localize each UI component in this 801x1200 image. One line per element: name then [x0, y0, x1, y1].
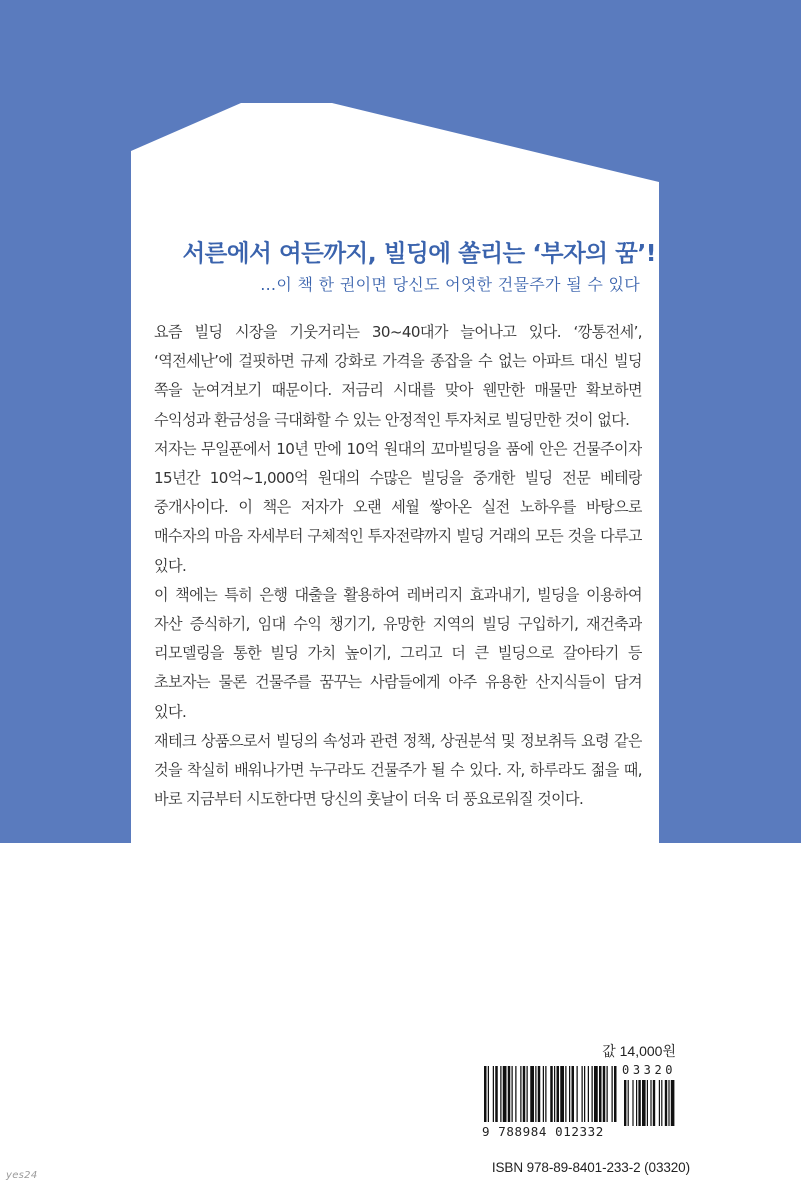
barcode-bar	[572, 1066, 575, 1122]
barcode-bar	[594, 1066, 598, 1122]
barcode-bar	[577, 1066, 578, 1122]
barcode-addon-bar	[624, 1080, 626, 1126]
blurb-paragraph: 요즘 빌딩 시장을 기웃거리는 30~40대가 늘어나고 있다. ‘깡통전세’, ‘역전세난’에 걸핏하면 규제 강화로 가격을 종잡을 수 없는 아파트 대신 빌딩 쪽을 눈여겨보기 때문이다. 저금리 시대를 맞아 웬만한 매물만 확보하면 수익성과 환금성을 극대화할 수 있는 안정적인 투자처로 빌딩만한 것이 없다.	[154, 323, 642, 429]
barcode-bar	[588, 1066, 589, 1122]
barcode-bar	[500, 1066, 501, 1122]
barcode-bar	[538, 1066, 541, 1122]
barcode-bar	[488, 1066, 489, 1122]
barcode-bar	[582, 1066, 583, 1122]
barcode-bar	[550, 1066, 553, 1122]
barcode-bar	[484, 1066, 487, 1122]
isbn-label: ISBN 978-89-8401-233-2 (03320)	[491, 1160, 690, 1175]
barcode-bar	[520, 1066, 521, 1122]
barcode-bar	[612, 1066, 613, 1122]
barcode-bar	[614, 1066, 617, 1122]
barcode-bar	[530, 1066, 534, 1122]
barcode-bar	[599, 1066, 602, 1122]
barcode-addon-bar	[668, 1080, 669, 1126]
barcode-addon-bar	[653, 1080, 655, 1126]
barcode-bar	[560, 1066, 564, 1122]
barcode-bar	[557, 1066, 560, 1122]
price-label: 값 14,000원	[602, 1043, 676, 1059]
subheadline: …이 책 한 권이면 당신도 어엿한 건물주가 될 수 있다	[260, 275, 640, 294]
barcode-bar	[535, 1066, 536, 1122]
barcode-bar	[592, 1066, 593, 1122]
barcode-bar	[523, 1066, 526, 1122]
barcode-bar	[503, 1066, 507, 1122]
barcode-addon-bar	[650, 1080, 651, 1126]
barcode-addon-bar	[642, 1080, 646, 1126]
barcode-addon-bar	[638, 1080, 640, 1126]
barcode-ean-digits: 9 788984 012332	[482, 1124, 604, 1139]
headline: 서른에서 여든까지, 빌딩에 쏠리는 ‘부자의 꿈’!	[182, 239, 656, 267]
watermark-stamp: yes24	[6, 1170, 38, 1181]
barcode-addon-bar	[659, 1080, 660, 1126]
barcode-addon-digits: 03320	[622, 1063, 677, 1077]
barcode-addon-bar	[632, 1080, 633, 1126]
barcode-addon-bar	[671, 1080, 675, 1126]
barcode-bar	[565, 1066, 566, 1122]
barcode-bar	[554, 1066, 555, 1122]
barcode-bar	[495, 1066, 498, 1122]
barcode-bar	[512, 1066, 513, 1122]
barcode-bar	[584, 1066, 585, 1122]
barcode-bar	[493, 1066, 494, 1122]
blurb-text	[154, 318, 642, 842]
blurb-paragraph: 저자는 무일푼에서 10년 만에 10억 원대의 꼬마빌딩을 품에 안은 건물주이자 15년간 10억~1,000억 원대의 수많은 빌딩을 중개한 빌딩 전문 베테랑 중개사이다. 이 책은 저자가 오랜 세월 쌓아온 실전 노하우를 바탕으로 매수자의 마음 자세부터 구체적인 투자전략까지 빌딩 거래의 모든 것을 다루고 있다.	[154, 439, 642, 575]
barcode-bar	[607, 1066, 608, 1122]
blurb-paragraph: 재테크 상품으로서 빌딩의 속성과 관련 정책, 상권분석 및 정보취득 요령 같은 것을 착실히 배워나가면 누구라도 건물주가 될 수 있다. 자, 하루라도 젊을 때, 바로 지금부터 시도한다면 당신의 훗날이 더욱 더 풍요로워질 것이다.	[154, 731, 642, 809]
barcode-bar	[508, 1066, 511, 1122]
barcode-bar	[515, 1066, 516, 1122]
barcode-bar	[543, 1066, 544, 1122]
barcode-bar	[569, 1066, 570, 1122]
blurb-paragraph: 이 책에는 특히 은행 대출을 활용하여 레버리지 효과내기, 빌딩을 이용하여 자산 증식하기, 임대 수익 챙기기, 유망한 지역의 빌딩 구입하기, 재건축과 리모델링을 통한 빌딩 가치 높이기, 그리고 더 큰 빌딩으로 갈아타기 등 초보자는 물론 건물주를 꿈꾸는 사람들에게 아주 유용한 산지식들이 담겨 있다.	[154, 585, 642, 721]
barcode-addon-bar	[636, 1080, 637, 1126]
barcode-bar	[545, 1066, 546, 1122]
barcode-addon-bar	[628, 1080, 629, 1126]
barcode-addon-bar	[665, 1080, 667, 1126]
barcode-bar	[603, 1066, 606, 1122]
barcode-bar	[527, 1066, 528, 1122]
barcode-addon-bar	[647, 1080, 648, 1126]
barcode-addon-bar	[661, 1080, 662, 1126]
